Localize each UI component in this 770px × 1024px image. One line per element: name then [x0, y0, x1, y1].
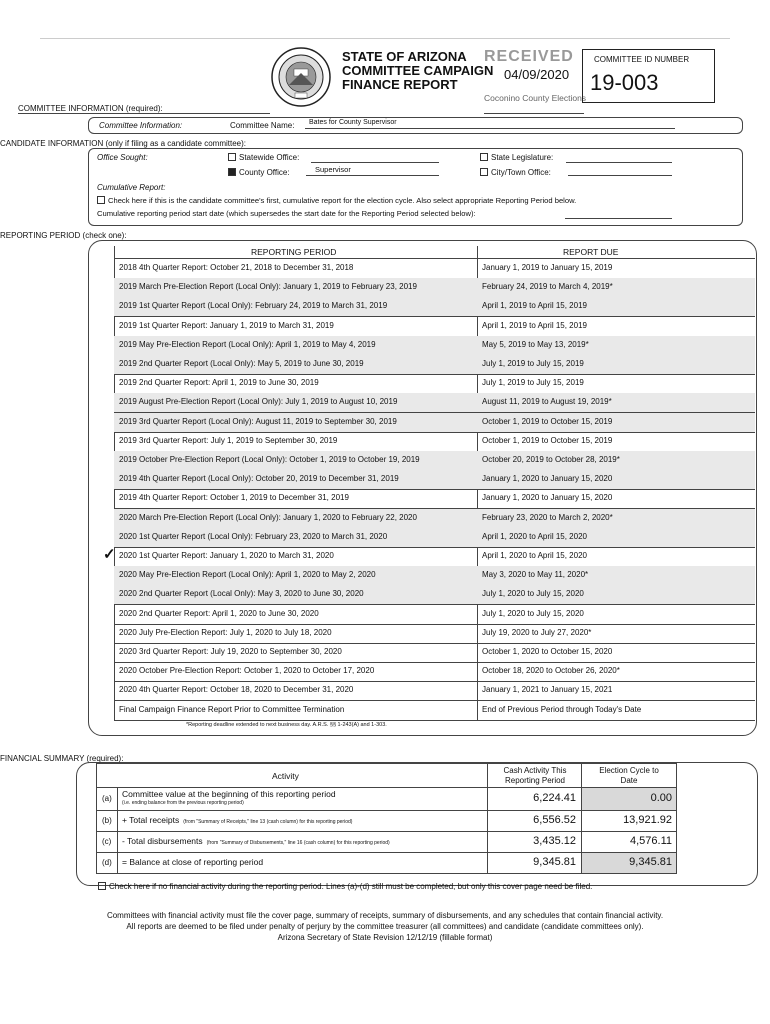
reporting-period-text: 2020 4th Quarter Report: October 18, 2020 to December 31, 2020 — [119, 685, 354, 695]
reporting-period-col-header: REPORTING PERIOD — [251, 247, 337, 257]
reporting-period-text: 2019 May Pre-Election Report (Local Only): April 1, 2019 to May 4, 2019 — [119, 339, 376, 349]
underline — [565, 218, 672, 219]
reporting-period-section-label: REPORTING PERIOD (check one): — [0, 231, 127, 240]
selected-period-checkmark-icon[interactable]: ✓ — [103, 546, 116, 563]
report-due-text: April 1, 2019 to April 15, 2019 — [482, 301, 587, 311]
line-activity-label: + Total receipts — [122, 815, 180, 825]
reporting-period-text: Final Campaign Finance Report Prior to Committee Termination — [119, 704, 345, 714]
report-due-text: July 1, 2019 to July 15, 2019 — [482, 378, 584, 388]
report-due-text: April 1, 2020 to April 15, 2020 — [482, 551, 587, 560]
reporting-period-row[interactable] — [114, 336, 755, 356]
report-due-text: October 1, 2020 to October 15, 2020 — [482, 647, 613, 656]
checkbox[interactable] — [98, 882, 106, 890]
reporting-period-row[interactable] — [114, 681, 755, 701]
committee-name-value[interactable]: Bates for County Supervisor — [309, 119, 397, 126]
reporting-period-text: 2020 2nd Quarter Report: April 1, 2020 to June 30, 2020 — [119, 608, 319, 618]
line-activity-label: = Balance at close of reporting period — [122, 857, 264, 867]
cumulative-check-option[interactable]: Check here if this is the candidate committee's first, cumulative report for the election cycle. Also select appropriate Reporting Period below. — [97, 196, 576, 205]
report-due-text: February 23, 2020 to March 2, 2020* — [482, 512, 613, 522]
report-due-text: End of Previous Period through Today's Date — [482, 704, 642, 714]
reporting-period-text: 2019 3rd Quarter Report (Local Only): August 11, 2019 to September 30, 2019 — [119, 416, 397, 426]
line-activity-note: (from "Summary of Receipts," line 13 (cash column) for this reporting period) — [183, 819, 353, 825]
received-stamp: RECEIVED — [484, 48, 574, 65]
received-date: 04/09/2020 — [504, 67, 570, 82]
reporting-period-row[interactable] — [114, 509, 755, 529]
office-sought-label: Office Sought: — [97, 153, 148, 162]
checkbox-checked[interactable] — [228, 168, 236, 176]
line-letter: (d) — [102, 858, 112, 867]
line-letter: (b) — [102, 816, 112, 825]
cycle-col-header: Election Cycle to Date — [599, 766, 659, 785]
committee-info-section-label: COMMITTEE INFORMATION (required): — [18, 104, 163, 113]
footer-line-2: All reports are deemed to be filed under penalty of perjury by the committee treasurer (all committees) and candidate (candidate committees only). — [126, 922, 644, 931]
reporting-period-row[interactable] — [114, 624, 755, 644]
committee-info-frame — [88, 117, 743, 134]
received-office: Coconino County Elections — [484, 93, 587, 103]
form-title: STATE OF ARIZONA COMMITTEE CAMPAIGN FINANCE REPORT — [342, 49, 494, 92]
report-due-text: October 20, 2019 to October 28, 2019* — [482, 455, 620, 464]
report-due-text: May 5, 2019 to May 13, 2019* — [482, 339, 589, 349]
underline — [306, 175, 439, 176]
reporting-period-row[interactable] — [114, 278, 755, 298]
reporting-period-text: 2020 2nd Quarter Report (Local Only): May 3, 2020 to June 30, 2020 — [119, 589, 364, 599]
reporting-period-row[interactable] — [114, 470, 755, 490]
reporting-period-row[interactable] — [114, 489, 755, 509]
reporting-period-row[interactable] — [114, 413, 755, 433]
reporting-period-text: 2019 4th Quarter Report: October 1, 2019 to December 31, 2019 — [119, 493, 349, 503]
reporting-period-row[interactable] — [114, 355, 755, 375]
report-due-text: February 24, 2019 to March 4, 2019* — [482, 282, 613, 292]
committee-info-label: Committee Information: — [99, 121, 183, 130]
committee-name-label: Committee Name: — [230, 121, 295, 130]
report-due-text: July 1, 2020 to July 15, 2020 — [482, 608, 584, 618]
reporting-period-row[interactable] — [114, 701, 755, 721]
report-due-text: July 1, 2019 to July 15, 2019 — [482, 359, 584, 368]
cash-activity-value[interactable]: 9,345.81 — [533, 856, 576, 868]
reporting-period-row[interactable] — [114, 585, 755, 605]
report-due-text: January 1, 2021 to January 15, 2021 — [482, 685, 613, 695]
reporting-period-text: 2020 3rd Quarter Report: July 19, 2020 to September 30, 2020 — [119, 647, 342, 656]
top-rule — [40, 38, 730, 39]
report-due-text: May 3, 2020 to May 11, 2020* — [482, 570, 589, 580]
line-letter: (c) — [102, 837, 112, 846]
no-activity-option[interactable]: Check here if no financial activity during the reporting period. Lines (a)-(d) still must be completed, but only this cover page need be filed. — [98, 882, 592, 891]
report-due-text: January 1, 2020 to January 15, 2020 — [482, 493, 613, 503]
reporting-period-row[interactable] — [114, 297, 755, 317]
report-due-text: April 1, 2020 to April 15, 2020 — [482, 531, 587, 541]
reporting-period-text: 2020 July Pre-Election Report: July 1, 2020 to July 18, 2020 — [119, 627, 332, 637]
reporting-period-row[interactable] — [114, 605, 755, 625]
reporting-period-row[interactable] — [114, 643, 755, 663]
reporting-period-text: 2019 4th Quarter Report (Local Only): October 20, 2019 to December 31, 2019 — [119, 474, 399, 484]
election-cycle-value[interactable]: 0.00 — [650, 792, 672, 804]
checkbox[interactable] — [480, 168, 488, 176]
reporting-period-text: 2019 2nd Quarter Report: April 1, 2019 to June 30, 2019 — [119, 378, 319, 388]
line-activity-label: - Total disbursements — [122, 836, 203, 846]
report-due-text: July 1, 2020 to July 15, 2020 — [482, 589, 584, 599]
reporting-period-text: 2020 March Pre-Election Report (Local Only): January 1, 2020 to February 22, 2020 — [119, 512, 417, 522]
report-due-text: October 1, 2019 to October 15, 2019 — [482, 435, 613, 445]
line-activity-text — [122, 816, 482, 827]
reporting-period-text: 2019 2nd Quarter Report (Local Only): May 5, 2019 to June 30, 2019 — [119, 359, 364, 368]
reporting-period-text: 2019 3rd Quarter Report: July 1, 2019 to September 30, 2019 — [119, 435, 338, 445]
reporting-period-row[interactable] — [114, 317, 755, 337]
statewide-office-option[interactable]: Statewide Office: — [228, 153, 299, 162]
reporting-period-text: 2020 1st Quarter Report: January 1, 2020 to March 31, 2020 — [119, 551, 334, 560]
report-due-text: July 19, 2020 to July 27, 2020* — [482, 627, 592, 637]
reporting-footnote: *Reporting deadline extended to next business day. A.R.S. §§ 1-243(A) and 1-303. — [186, 722, 387, 728]
report-due-text: January 1, 2019 to January 15, 2019 — [482, 263, 613, 272]
reporting-period-text: 2019 August Pre-Election Report (Local Only): July 1, 2019 to August 10, 2019 — [119, 397, 398, 407]
activity-col-header: Activity — [272, 771, 299, 781]
cash-activity-value[interactable]: 3,435.12 — [533, 835, 576, 847]
reporting-period-row[interactable] — [114, 451, 755, 471]
reporting-period-row[interactable] — [114, 662, 755, 682]
reporting-period-text: 2019 1st Quarter Report: January 1, 2019 to March 31, 2019 — [119, 320, 334, 330]
line-activity-text — [122, 858, 482, 867]
reporting-period-row[interactable] — [114, 259, 755, 279]
cash-col-header: Cash Activity This Reporting Period — [503, 766, 567, 785]
committee-id-label: COMMITTEE ID NUMBER — [594, 55, 690, 64]
election-cycle-value[interactable]: 9,345.81 — [629, 856, 672, 868]
reporting-period-text: 2018 4th Quarter Report: October 21, 2018 to December 31, 2018 — [119, 263, 354, 272]
county-office-value[interactable]: Supervisor — [315, 165, 351, 174]
cash-activity-value[interactable]: 6,556.52 — [533, 814, 576, 826]
report-due-text: October 18, 2020 to October 26, 2020* — [482, 666, 620, 676]
reporting-period-text: 2020 October Pre-Election Report: October 1, 2020 to October 17, 2020 — [119, 666, 375, 676]
committee-id-value[interactable]: 19-003 — [590, 70, 659, 95]
underline — [566, 162, 672, 163]
report-due-text: October 1, 2019 to October 15, 2019 — [482, 416, 613, 426]
underline — [311, 162, 439, 163]
checkbox[interactable] — [480, 153, 488, 161]
divider — [484, 113, 584, 114]
line-activity-text — [122, 837, 482, 848]
line-activity-note: (i.e. ending balance from the previous reporting period) — [122, 800, 244, 806]
line-letter: (a) — [102, 794, 112, 803]
election-cycle-value[interactable]: 4,576.11 — [629, 835, 672, 847]
reporting-period-row[interactable] — [114, 374, 755, 394]
reporting-period-row[interactable] — [114, 528, 755, 548]
checkbox[interactable] — [228, 153, 236, 161]
footer-line-3: Arizona Secretary of State Revision 12/12/19 (fillable format) — [277, 933, 493, 942]
cumulative-start-label: Cumulative reporting period start date (which supersedes the start date for the Reporting Period selected below): — [97, 209, 476, 218]
line-activity-text — [122, 790, 482, 808]
line-activity-label: Committee value at the beginning of this reporting period — [122, 789, 336, 799]
report-due-col-header: REPORT DUE — [563, 247, 619, 257]
reporting-period-row[interactable] — [114, 432, 755, 452]
state-legislature-option[interactable]: State Legislature: — [480, 153, 553, 162]
underline — [568, 175, 672, 176]
reporting-period-text: 2020 1st Quarter Report (Local Only): February 23, 2020 to March 31, 2020 — [119, 531, 388, 541]
reporting-period-row[interactable] — [114, 566, 755, 586]
election-cycle-value[interactable]: 13,921.92 — [623, 814, 672, 826]
line-activity-note: (from "Summary of Disbursements," line 16 (cash column) for this reporting period) — [206, 840, 390, 846]
city-town-option[interactable]: City/Town Office: — [480, 168, 551, 177]
footer-line-1: Committees with financial activity must file the cover page, summary of receipts, summary of disbursements, and any schedules that contain financial activity. — [106, 911, 664, 920]
cumulative-report-label: Cumulative Report: — [97, 183, 166, 192]
reporting-period-text: 2019 March Pre-Election Report (Local Only): January 1, 2019 to February 23, 2019 — [119, 282, 417, 292]
state-seal-icon — [271, 47, 331, 107]
report-due-text: April 1, 2019 to April 15, 2019 — [482, 320, 587, 330]
underline — [305, 128, 675, 129]
reporting-period-text: 2019 1st Quarter Report (Local Only): February 24, 2019 to March 31, 2019 — [119, 301, 388, 311]
county-office-option[interactable]: County Office: — [228, 168, 290, 177]
reporting-period-row[interactable] — [114, 393, 755, 413]
report-due-text: August 11, 2019 to August 19, 2019* — [482, 397, 612, 407]
checkbox[interactable] — [97, 196, 105, 204]
divider — [18, 113, 270, 114]
reporting-period-text: 2020 May Pre-Election Report (Local Only): April 1, 2020 to May 2, 2020 — [119, 570, 376, 580]
financial-summary-section-label: FINANCIAL SUMMARY (required): — [0, 754, 124, 763]
reporting-period-text: 2019 October Pre-Election Report (Local Only): October 1, 2019 to October 19, 2019 — [119, 455, 420, 464]
reporting-period-row[interactable] — [114, 547, 755, 567]
candidate-info-section-label: CANDIDATE INFORMATION (only if filing as a candidate committee): — [0, 139, 246, 148]
cash-activity-value[interactable]: 6,224.41 — [533, 792, 576, 804]
report-due-text: January 1, 2020 to January 15, 2020 — [482, 474, 613, 484]
